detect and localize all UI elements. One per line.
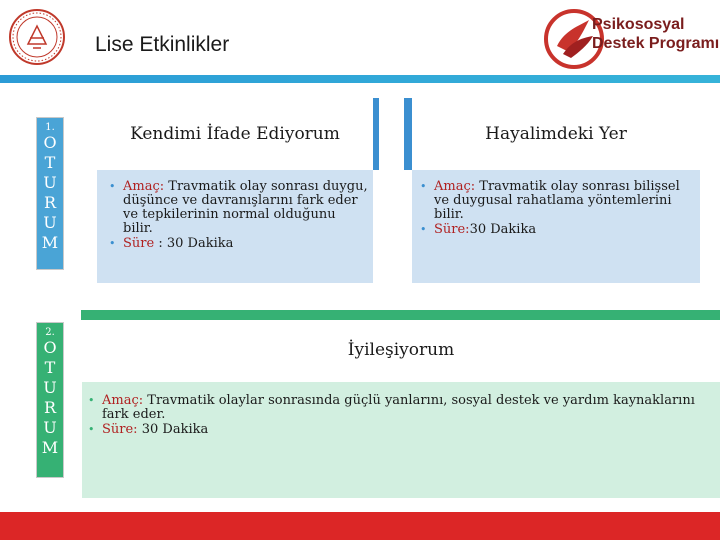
- header: [0, 0, 720, 77]
- duration-text: : 30 Dakika: [158, 236, 234, 251]
- activity-details: [88, 394, 708, 438]
- activity-card-kendimi-ifade: [97, 98, 373, 283]
- duration-label: Süre:: [434, 222, 470, 237]
- duration-item: [109, 237, 369, 251]
- duration-label: Süre: [123, 236, 155, 251]
- aim-text: Travmatik olay sonrası bilişsel ve duygusal rahatlama yöntemlerini bilir.: [434, 179, 680, 222]
- session-number: 1.: [45, 122, 55, 133]
- aim-text: Travmatik olay sonrası duygu, düşünce ve davranışlarını fark eder ve tepkilerinin normal olduğunu bilir.: [123, 179, 368, 236]
- aim-label: Amaç:: [123, 179, 165, 194]
- activity-details: [109, 180, 369, 252]
- session-letter: O: [43, 133, 57, 152]
- accent-bar: [81, 310, 720, 320]
- aim-label: Amaç:: [434, 179, 476, 194]
- aim-text: Travmatik olaylar sonrasında güçlü yanlarını, sosyal destek ve yardım kaynaklarını fark eder.: [102, 393, 695, 422]
- logo-text-line1: Psikososyal: [592, 16, 685, 33]
- logo-text-line2: Destek Programı: [592, 35, 720, 52]
- activity-title: Hayalimdeki Yer: [412, 98, 700, 170]
- aim-item: [88, 394, 708, 422]
- duration-label: Süre:: [102, 422, 138, 437]
- activity-card-iyilesiyorum: [82, 310, 720, 498]
- session-letter: U: [43, 213, 57, 232]
- aim-label: Amaç:: [102, 393, 144, 408]
- accent-bar: [373, 98, 379, 170]
- accent-bar: [404, 98, 412, 170]
- session-marker-2: [36, 322, 64, 478]
- activity-title: İyileşiyorum: [82, 310, 720, 382]
- session-letter: M: [41, 233, 59, 252]
- session-number: 2.: [45, 327, 55, 338]
- session-letter: T: [44, 153, 56, 172]
- ministry-emblem-icon: [8, 8, 66, 66]
- session-letter: T: [44, 358, 56, 377]
- footer-bar: [0, 512, 720, 540]
- page-title: Lise Etkinlikler: [95, 33, 230, 56]
- header-divider: [0, 75, 720, 83]
- session-letter: U: [43, 173, 57, 192]
- duration-text: 30 Dakika: [469, 222, 537, 237]
- duration-item: [420, 223, 695, 237]
- duration-item: [88, 423, 708, 437]
- activity-card-hayalimdeki-yer: [412, 98, 700, 283]
- session-letter: U: [43, 418, 57, 437]
- aim-item: [420, 180, 695, 222]
- session-letter: R: [43, 193, 57, 212]
- activity-title: Kendimi İfade Ediyorum: [97, 98, 373, 170]
- aim-item: [109, 180, 369, 236]
- session-letter: U: [43, 378, 57, 397]
- session-marker-1: [36, 117, 64, 270]
- session-letter: R: [43, 398, 57, 417]
- session-letter: M: [41, 438, 59, 457]
- session-letter: O: [43, 338, 57, 357]
- activity-details: [420, 180, 695, 238]
- duration-text: 30 Dakika: [141, 422, 209, 437]
